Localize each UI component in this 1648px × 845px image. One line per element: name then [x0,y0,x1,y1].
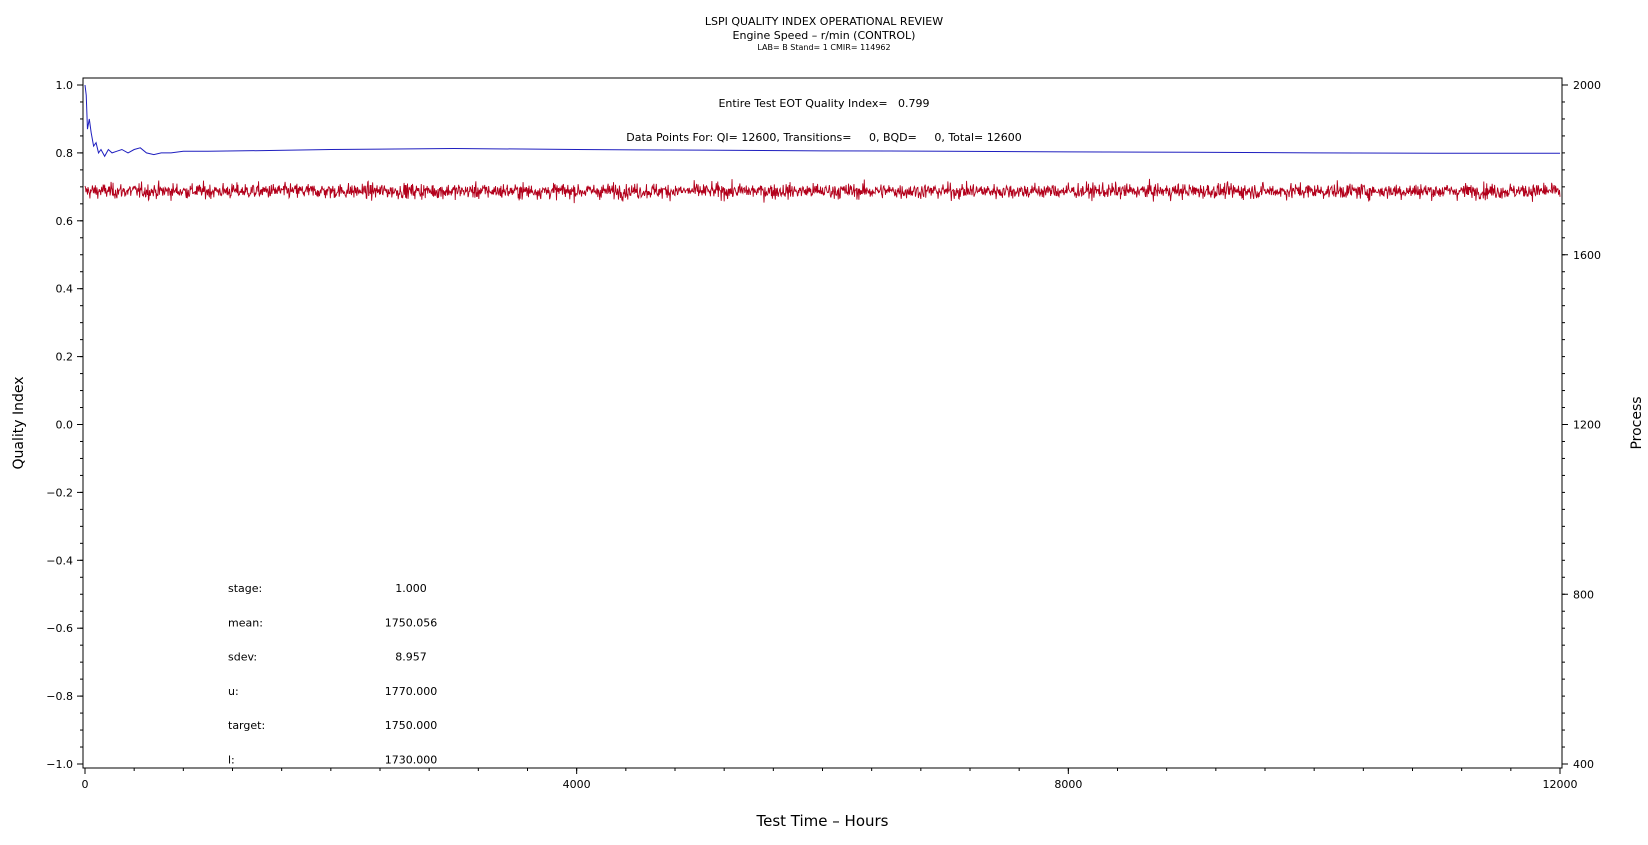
quality-index-series-layer [85,85,1560,156]
y-tick-label: 0.4 [55,282,73,296]
y2-tick-label: 1200 [1573,418,1601,432]
stats-label: target: [228,719,266,733]
y-tick-label: −0.2 [46,486,73,500]
chart-sub-subtitle: LAB= B Stand= 1 CMIR= 114962 [757,43,891,52]
stats-label: sdev: [228,650,258,664]
process-series-layer [85,179,1560,203]
plot-frame [83,78,1562,768]
x-tick-label: 12000 [1542,778,1578,791]
stats-label: u: [228,684,239,698]
y-tick-label: 1.0 [55,79,73,92]
chart-title: LSPI QUALITY INDEX OPERATIONAL REVIEW [704,15,944,28]
y-tick-label: −1.0 [46,758,73,771]
y-tick-label: −0.6 [46,622,73,636]
y-tick-label: 0.6 [55,214,73,228]
data-points-annotation: Data Points For: QI= 12600, Transitions= 0, BQD= 0, Total= 12600 [626,131,1022,144]
stats-value: 1770.000 [384,684,438,698]
y2-tick-label: 400 [1573,758,1594,771]
y-tick-label: −0.4 [46,554,73,568]
stats-value: 1750.056 [384,616,438,630]
y2-tick-label: 2000 [1573,79,1601,92]
y-tick-label: 0.0 [55,418,73,432]
stats-value: 1.000 [395,582,427,595]
stats-value: 1730.000 [384,753,438,767]
stats-label: stage: [228,582,263,595]
y-tick-label: 0.8 [55,146,73,160]
y2-tick-label: 1600 [1573,248,1601,262]
y-axis-label: Quality Index [11,376,27,470]
x-tick-label: 0 [81,778,89,791]
y-tick-label: 0.2 [55,350,73,364]
chart-subtitle: Engine Speed – r/min (CONTROL) [732,29,916,42]
x-tick-label: 8000 [1054,778,1083,791]
y2-axis-label: Process [1629,396,1645,450]
quality-index-annotation: Entire Test EOT Quality Index= 0.799 [718,97,930,110]
stats-table [228,582,437,767]
y2-tick-label: 800 [1573,588,1594,602]
x-axis-label: Test Time – Hours [756,812,889,830]
x-tick-label: 4000 [562,778,591,791]
stats-value: 1750.000 [384,719,438,733]
y-tick-label: −0.8 [46,690,73,704]
stats-label: l: [228,753,235,767]
stats-label: mean: [228,616,263,630]
stats-value: 8.957 [395,650,427,664]
process-line [85,179,1560,203]
quality-index-line [85,85,1560,156]
